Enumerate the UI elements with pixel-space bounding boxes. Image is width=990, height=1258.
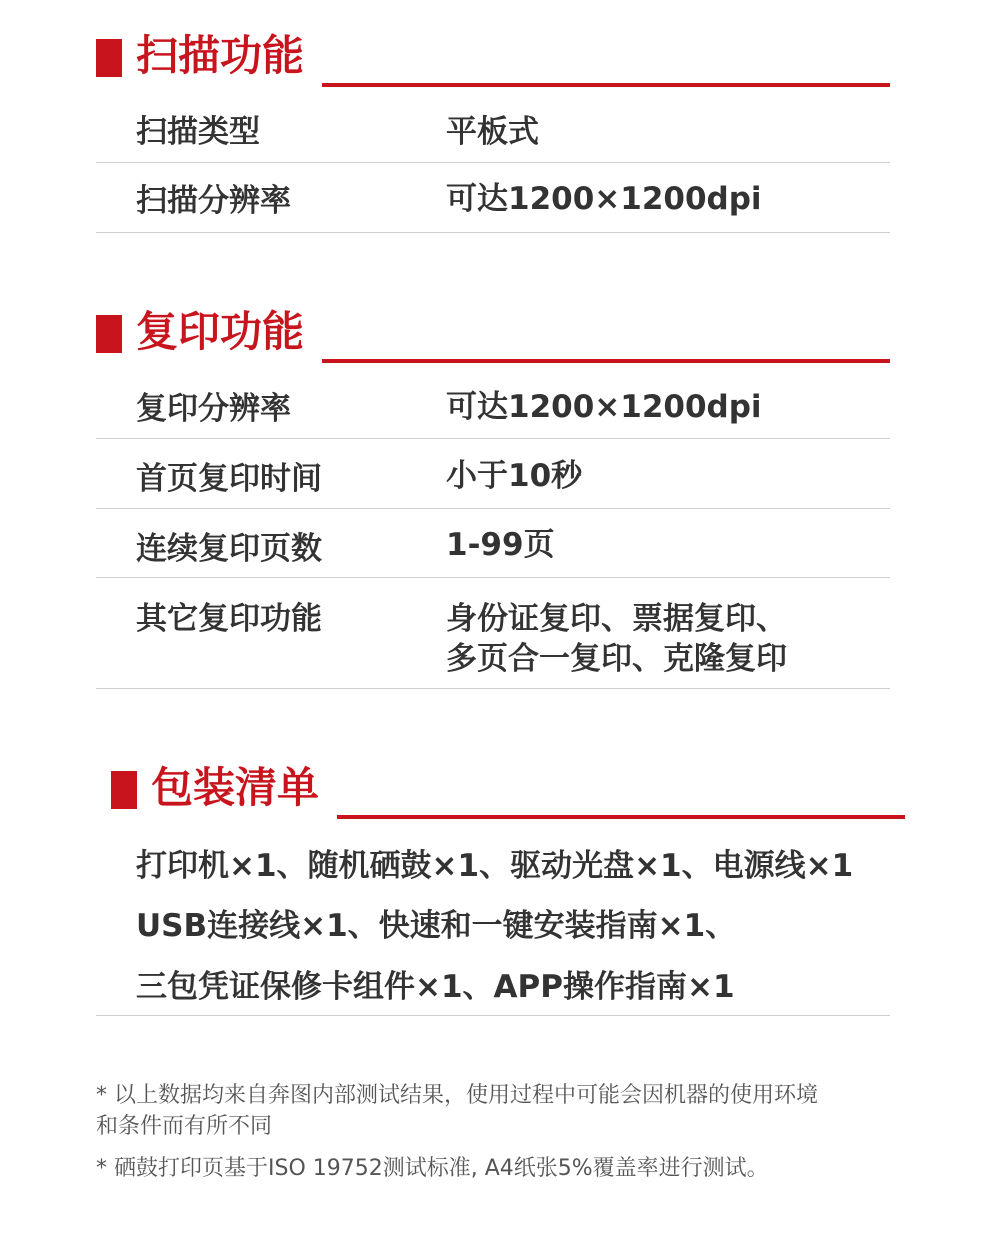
spec-row-other-copy-functions [96, 578, 890, 689]
section-title-copy: 复印功能 [136, 307, 305, 356]
section-marker [111, 771, 137, 809]
spec-row-continuous-copy [96, 509, 890, 578]
package-line: USB连接线×1、快速和一键安装指南×1、 [136, 908, 737, 944]
footnote: * 硒鼓打印页基于ISO 19752测试标准, A4纸张5%覆盖率进行测试。 [96, 1156, 769, 1181]
section-marker [96, 39, 122, 77]
spec-row-scan-type [96, 100, 890, 163]
spec-value: 1-99页 [446, 527, 555, 563]
spec-row-first-copy-time [96, 439, 890, 509]
section-title-scan: 扫描功能 [136, 31, 305, 80]
spec-label: 连续复印页数 [136, 531, 322, 567]
section-header-scan [96, 27, 890, 87]
spec-label: 其它复印功能 [136, 601, 322, 637]
spec-row-scan-resolution [96, 163, 890, 233]
package-line: 三包凭证保修卡组件×1、APP操作指南×1 [136, 969, 735, 1005]
divider [96, 1015, 890, 1016]
spec-value-line2: 多页合一复印、克隆复印 [446, 641, 787, 677]
section-title-package: 包装清单 [151, 763, 320, 812]
section-rule [337, 815, 905, 819]
package-line: 打印机×1、随机硒鼓×1、驱动光盘×1、电源线×1 [136, 848, 854, 884]
section-rule [322, 83, 890, 87]
section-marker [96, 315, 122, 353]
footnote: 和条件而有所不同 [96, 1114, 273, 1139]
spec-label: 扫描分辨率 [136, 183, 291, 219]
spec-label: 扫描类型 [136, 114, 260, 150]
spec-label: 首页复印时间 [136, 461, 322, 497]
section-header-copy [96, 303, 890, 363]
section-header-package [111, 759, 905, 819]
spec-value: 平板式 [446, 114, 539, 150]
spec-row-copy-resolution [96, 376, 890, 439]
spec-value: 可达1200×1200dpi [446, 181, 762, 217]
spec-value: 可达1200×1200dpi [446, 389, 762, 425]
footnote: * 以上数据均来自奔图内部测试结果，使用过程中可能会因机器的使用环境 [96, 1083, 818, 1108]
spec-value: 小于10秒 [446, 458, 583, 494]
spec-label: 复印分辨率 [136, 391, 291, 427]
section-rule [322, 359, 890, 363]
spec-value: 身份证复印、票据复印、 [446, 601, 787, 637]
